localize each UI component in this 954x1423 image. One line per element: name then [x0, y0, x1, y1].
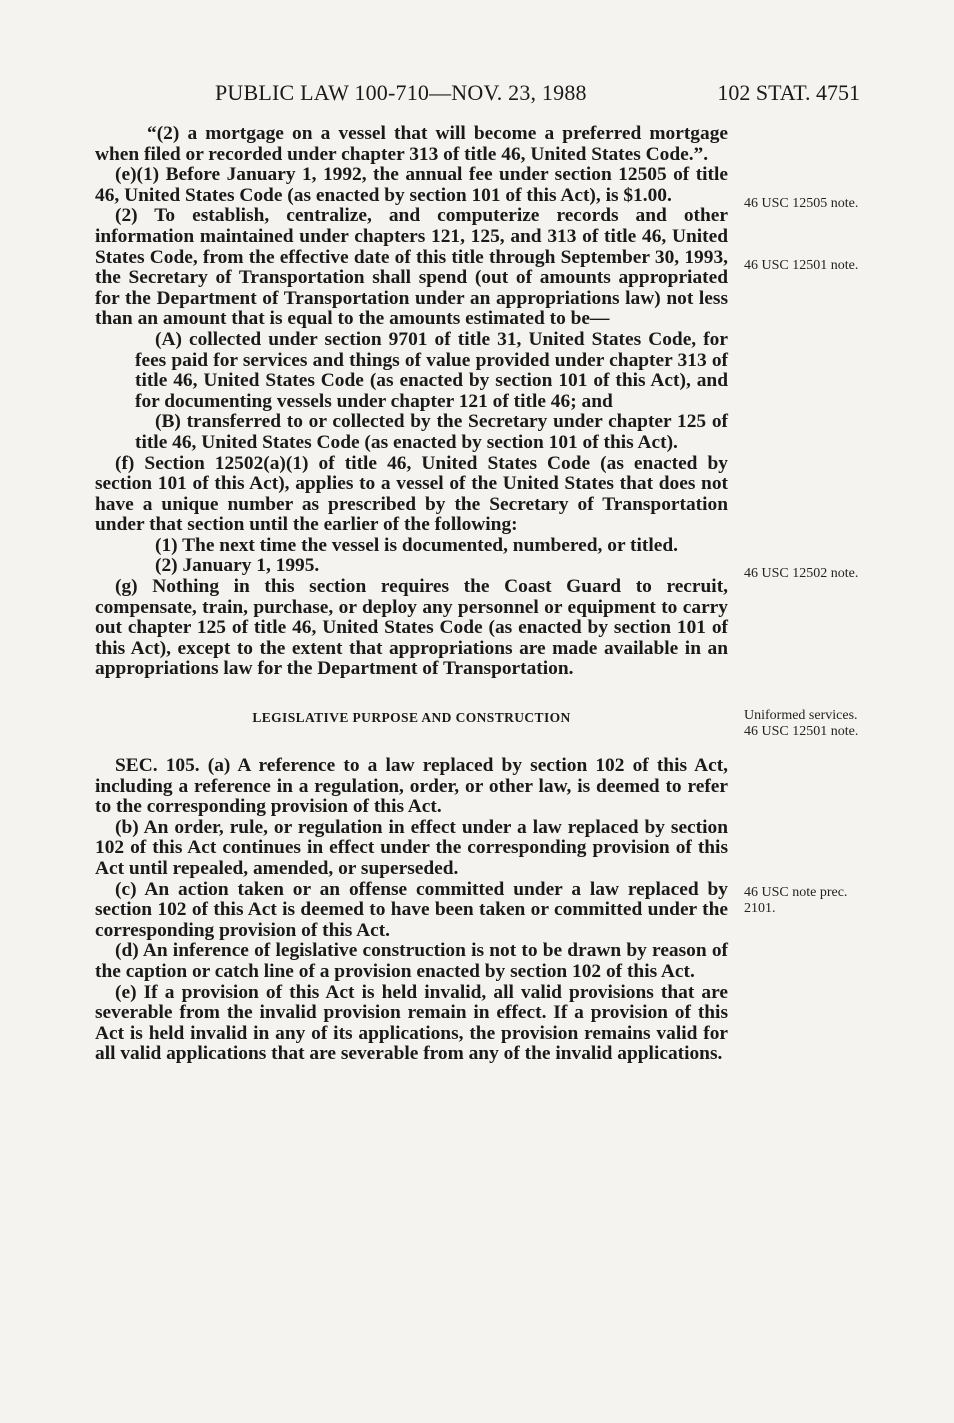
document-body	[95, 124, 728, 1065]
spacer	[95, 726, 728, 756]
section-105-e: (e) If a provision of this Act is held invalid, all valid provisions that are severable from the invalid provision remain in effect. If a provision of this Act is held invalid in any of its applications, the provision remains valid for all valid applications that are severable from any of the invalid applications.	[95, 981, 728, 1065]
page-header	[95, 80, 860, 116]
subparagraph-a: (A) collected under section 9701 of title 31, United States Code, for fees paid for services and things of value provided under chapter 313 of title 46, United States Code (as enacted by section 101 of this Act), and for documenting vessels under chapter 121 of title 46; and	[135, 328, 728, 412]
subsection-e-2: (2) To establish, centralize, and computerize records and other information maintained under chapters 121, 125, and 313 of title 46, United States Code, from the effective date of this title through September 30, 1993, the Secretary of Transportation shall spend (out of amounts appropriated for the Department of Transportation under an appropriations law) not less than an amount that is equal to the amounts estimated to be—	[95, 205, 728, 330]
section-heading: LEGISLATIVE PURPOSE AND CONSTRUCTION	[252, 710, 571, 726]
margin-note-12502: 46 USC 12502 note.	[744, 566, 859, 581]
subsection-g: (g) Nothing in this section requires the Coast Guard to recruit, compensate, train, purchase, or deploy any personnel or equipment to carry out chapter 125 of title 46, United States Code (as enacted by section 101 of this Act), except to the extent that appropriations are made available in an appropriations law for the Department of Transportation.	[95, 576, 728, 680]
margin-note-12501: 46 USC 12501 note.	[744, 258, 859, 273]
subsection-f: (f) Section 12502(a)(1) of title 46, United States Code (as enacted by section 101 of this Act), applies to a vessel of the United States that does not have a unique number as prescribed by the Secretary of Transportation under that section until the earlier of the following:	[95, 452, 728, 536]
spacer	[95, 680, 728, 710]
margin-note-2101: 46 USC note prec. 2101.	[744, 885, 848, 916]
section-105-a: SEC. 105. (a) A reference to a law replaced by section 102 of this Act, including a reference in a regulation, order, or other law, is deemed to refer to the corresponding provision of this Act.	[95, 755, 728, 818]
section-105-d: (d) An inference of legislative construction is not to be drawn by reason of the caption or catch line of a provision enacted by section 102 of this Act.	[95, 940, 728, 982]
margin-note-12505: 46 USC 12505 note.	[744, 196, 859, 211]
running-title: PUBLIC LAW 100-710—NOV. 23, 1988	[215, 80, 587, 105]
section-105-c: (c) An action taken or an offense committed under a law replaced by section 102 of this Act is deemed to have been taken or committed under the corresponding provision of this Act.	[95, 878, 728, 941]
quoted-paragraph-2: “(2) a mortgage on a vessel that will become a preferred mortgage when filed or recorded under chapter 313 of title 46, United States Code.”.	[95, 123, 728, 165]
margin-note-uniformed-services: Uniformed services. 46 USC 12501 note.	[744, 708, 859, 739]
subsection-f-1: (1) The next time the vessel is documented, numbered, or titled.	[155, 534, 678, 556]
stat-page-number: 102 STAT. 4751	[717, 80, 860, 105]
subparagraph-b: (B) transferred to or collected by the Secretary under chapter 125 of title 46, United States Code (as enacted by section 101 of this Act).	[135, 411, 728, 453]
subsection-e-1: (e)(1) Before January 1, 1992, the annual fee under section 12505 of title 46, United States Code (as enacted by section 101 of this Act), is $1.00.	[95, 164, 728, 206]
subsection-f-2: (2) January 1, 1995.	[155, 555, 320, 577]
section-105-b: (b) An order, rule, or regulation in effect under a law replaced by section 102 of this Act continues in effect under the corresponding provision of this Act until repealed, amended, or superseded.	[95, 816, 728, 879]
